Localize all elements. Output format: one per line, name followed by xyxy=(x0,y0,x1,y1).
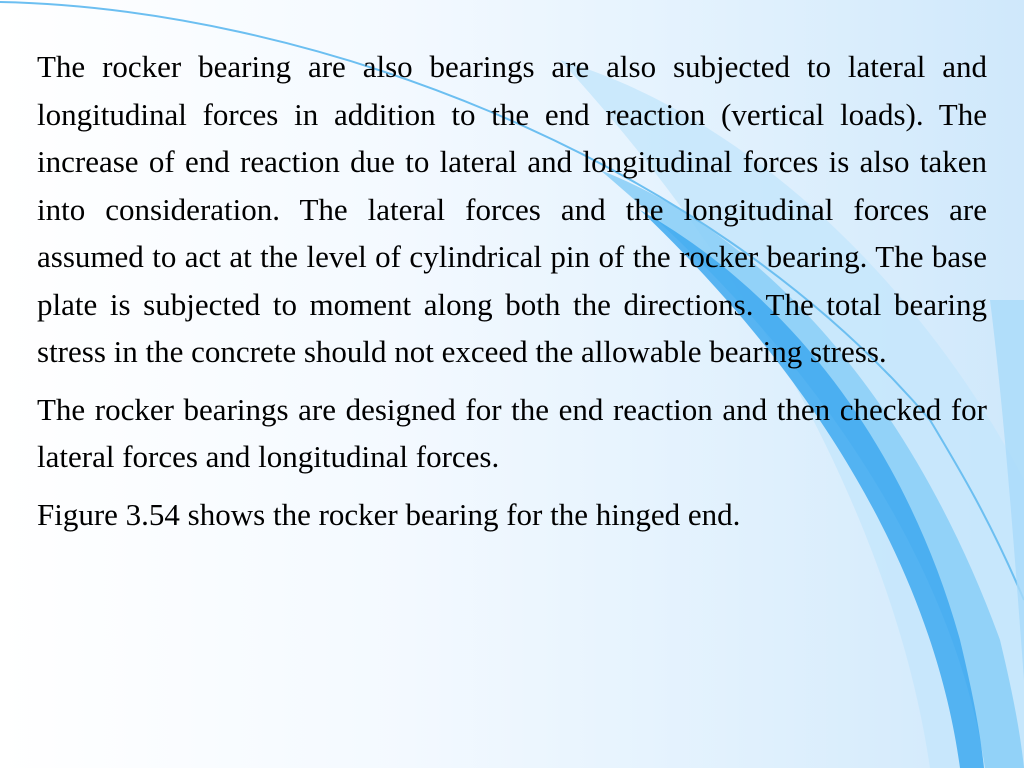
slide-body xyxy=(37,43,987,548)
paragraph-3: Figure 3.54 shows the rocker bearing for the hinged end. xyxy=(37,496,741,532)
paragraph-1: The rocker bearing are also bearings are also subjected to lateral and longitudinal forces in addition to the end reaction (vertical loads). The increase of end reaction due to lateral and longitudinal forces is also taken into consideration. The lateral forces and the longitudinal forces are assumed to act at the level of cylindrical pin of the rocker bearing. The base plate is subjected to moment along both the directions. The total bearing stress in the concrete should not exceed the allowable bearing stress. xyxy=(37,49,987,369)
paragraph-2: The rocker bearings are designed for the end reaction and then checked for lateral forces and longitudinal forces. xyxy=(37,391,987,474)
